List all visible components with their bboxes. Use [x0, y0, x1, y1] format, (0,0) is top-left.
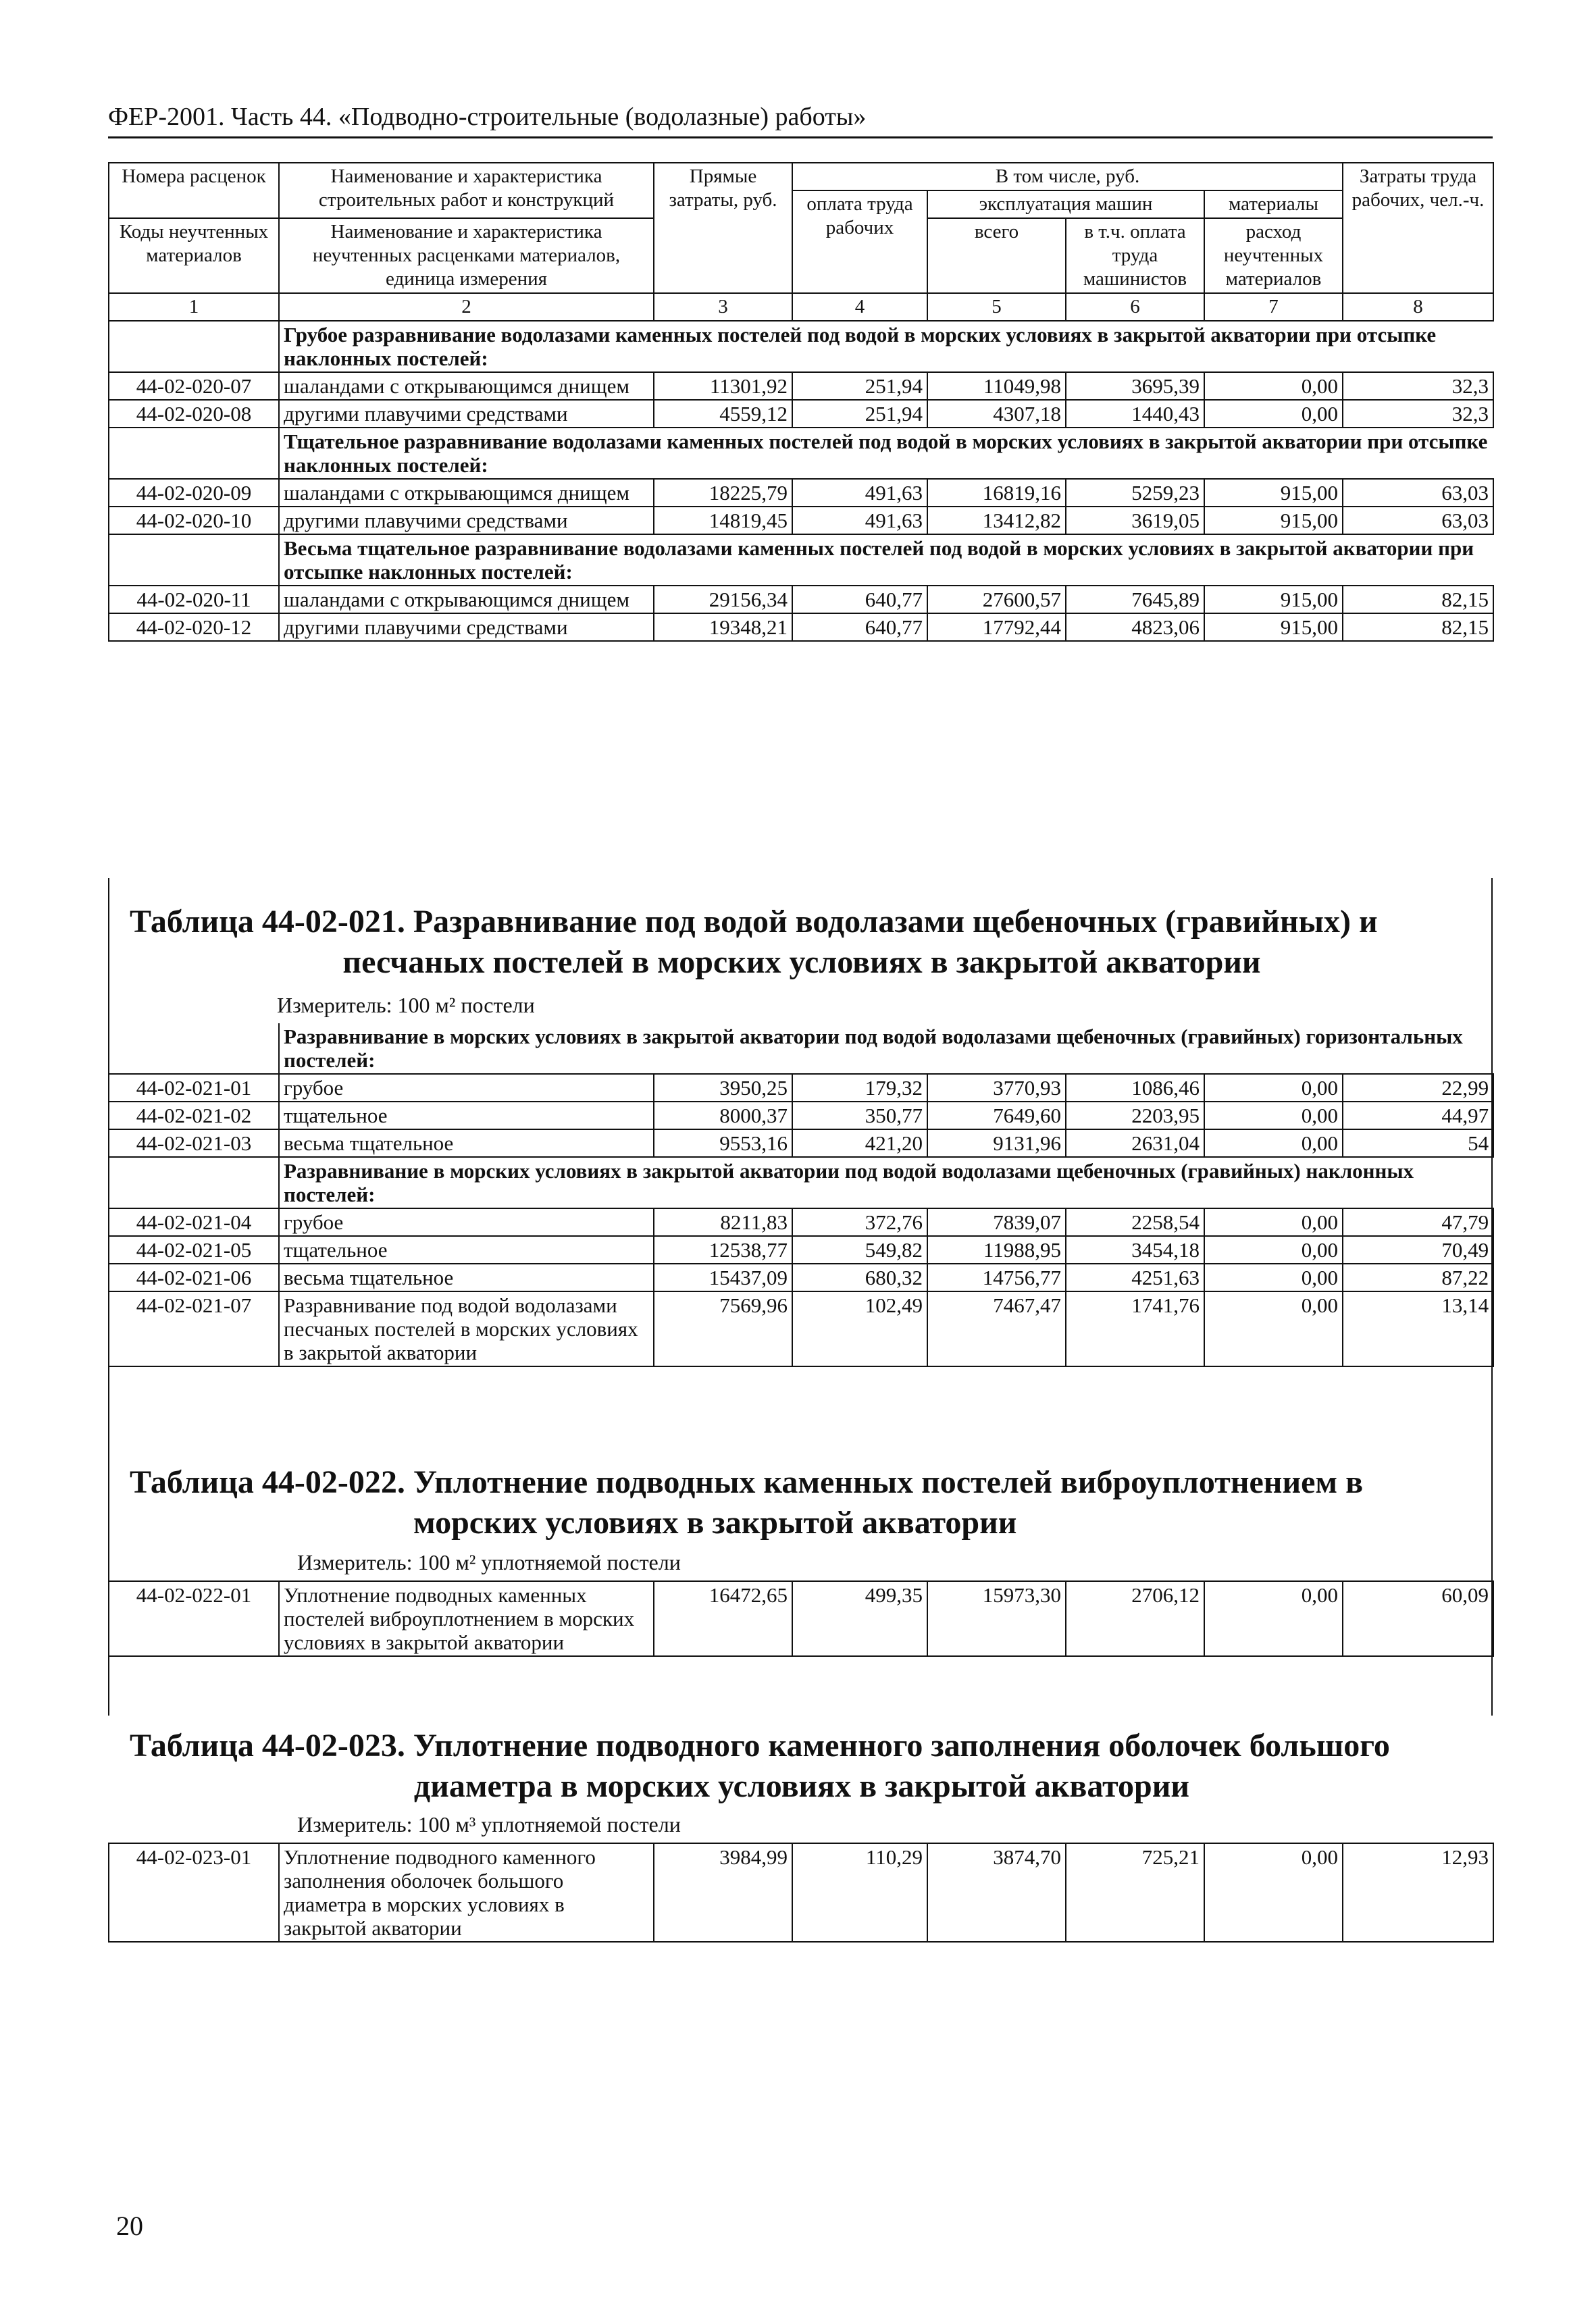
- labor-cost: 251,94: [792, 400, 927, 428]
- col-header-mach-total: всего: [927, 218, 1066, 293]
- col-number: 6: [1066, 293, 1204, 321]
- rate-name: другими плавучими средствами: [279, 400, 654, 428]
- machinist-cost: 725,21: [1066, 1843, 1204, 1942]
- machinist-cost: 1741,76: [1066, 1291, 1204, 1366]
- material-cost: 0,00: [1204, 1264, 1343, 1291]
- labor-cost: 680,32: [792, 1264, 927, 1291]
- rate-code: 44-02-021-05: [109, 1236, 279, 1264]
- rates-table-020: [108, 162, 1494, 642]
- material-cost: 0,00: [1204, 400, 1343, 428]
- labor-cost: 110,29: [792, 1843, 927, 1942]
- direct-cost: 15437,09: [654, 1264, 792, 1291]
- col-header-name-bottom: Наименование и характеристика неучтенных расценками материалов, единица измерения: [279, 218, 654, 293]
- table-row: [109, 586, 1493, 613]
- rate-name: грубое: [279, 1074, 654, 1102]
- machine-cost: 13412,82: [927, 507, 1066, 534]
- direct-cost: 18225,79: [654, 479, 792, 507]
- material-cost: 915,00: [1204, 479, 1343, 507]
- section-title: Грубое разравнивание водолазами каменных постелей под водой в морских условиях в закрытой акватории при отсыпке наклонных постелей:: [279, 321, 1493, 372]
- section-title: Разравнивание в морских условиях в закрытой акватории под водой водолазами щебеночных (гравийных) горизонтальных постелей:: [279, 1023, 1493, 1074]
- material-cost: 0,00: [1204, 1074, 1343, 1102]
- page-header: ФЕР-2001. Часть 44. «Подводно-строительные (водолазные) работы»: [108, 101, 1493, 138]
- machinist-cost: 4823,06: [1066, 613, 1204, 641]
- machine-cost: 7649,60: [927, 1102, 1066, 1129]
- labor-cost: 640,77: [792, 586, 927, 613]
- labor-hours: 60,09: [1343, 1581, 1493, 1656]
- machine-cost: 27600,57: [927, 586, 1066, 613]
- material-cost: 0,00: [1204, 372, 1343, 400]
- col-header-group: В том числе, руб.: [792, 163, 1343, 190]
- labor-cost: 421,20: [792, 1129, 927, 1157]
- machinist-cost: 3695,39: [1066, 372, 1204, 400]
- rate-code: 44-02-021-04: [109, 1208, 279, 1236]
- labor-cost: 251,94: [792, 372, 927, 400]
- rate-code: 44-02-021-03: [109, 1129, 279, 1157]
- material-cost: 915,00: [1204, 507, 1343, 534]
- machinist-cost: 2258,54: [1066, 1208, 1204, 1236]
- direct-cost: 11301,92: [654, 372, 792, 400]
- direct-cost: 16472,65: [654, 1581, 792, 1656]
- labor-hours: 44,97: [1343, 1102, 1493, 1129]
- labor-hours: 63,03: [1343, 479, 1493, 507]
- labor-hours: 47,79: [1343, 1208, 1493, 1236]
- table-23-caption: [130, 1726, 1474, 1807]
- col-header-materials: материалы: [1204, 190, 1343, 218]
- table-22-caption: [130, 1462, 1474, 1543]
- rate-code: 44-02-021-01: [109, 1074, 279, 1102]
- direct-cost: 8211,83: [654, 1208, 792, 1236]
- rate-name: Уплотнение подводного каменного заполнения оболочек большого диаметра в морских условиях в закрытой акватории: [279, 1843, 654, 1942]
- rate-code: 44-02-020-07: [109, 372, 279, 400]
- machine-cost: 11049,98: [927, 372, 1066, 400]
- labor-hours: 32,3: [1343, 372, 1493, 400]
- machine-cost: 17792,44: [927, 613, 1066, 641]
- rate-name: грубое: [279, 1208, 654, 1236]
- table-22-caption-line1: Таблица 44-02-022. Уплотнение подводных каменных постелей виброуплотнением в: [130, 1464, 1364, 1500]
- col-header-mat-use: расход неучтенных материалов: [1204, 218, 1343, 293]
- table-row: [109, 507, 1493, 534]
- direct-cost: 12538,77: [654, 1236, 792, 1264]
- machinist-cost: 2706,12: [1066, 1581, 1204, 1656]
- machinist-cost: 3619,05: [1066, 507, 1204, 534]
- labor-hours: 63,03: [1343, 507, 1493, 534]
- machinist-cost: 4251,63: [1066, 1264, 1204, 1291]
- table-row: [109, 1843, 1493, 1942]
- section-title: Разравнивание в морских условиях в закрытой акватории под водой водолазами щебеночных (гравийных) наклонных постелей:: [279, 1157, 1493, 1208]
- table-row: [109, 1264, 1493, 1291]
- labor-hours: 13,14: [1343, 1291, 1493, 1366]
- material-cost: 915,00: [1204, 613, 1343, 641]
- machine-cost: 9131,96: [927, 1129, 1066, 1157]
- col-number: 5: [927, 293, 1066, 321]
- table-21-caption-line1: Таблица 44-02-021. Разравнивание под водой водолазами щебеночных (гравийных) и: [130, 904, 1378, 940]
- material-cost: 0,00: [1204, 1581, 1343, 1656]
- rate-code: 44-02-023-01: [109, 1843, 279, 1942]
- section-title: Тщательное разравнивание водолазами каменных постелей под водой в морских условиях в закрытой акватории при отсыпке наклонных постелей:: [279, 428, 1493, 479]
- section-title: Весьма тщательное разравнивание водолазами каменных постелей под водой в морских условиях в закрытой акватории при отсыпке наклонных постелей:: [279, 534, 1493, 586]
- table-row: [109, 372, 1493, 400]
- rate-name: весьма тщательное: [279, 1264, 654, 1291]
- labor-cost: 491,63: [792, 507, 927, 534]
- table-21-caption: [130, 902, 1474, 983]
- labor-hours: 82,15: [1343, 613, 1493, 641]
- table-21-measure: Измеритель: 100 м² постели: [277, 993, 535, 1017]
- table-row: [109, 613, 1493, 641]
- material-cost: 0,00: [1204, 1208, 1343, 1236]
- rate-name: шаландами с открывающимся днищем: [279, 372, 654, 400]
- machine-cost: 14756,77: [927, 1264, 1066, 1291]
- labor-cost: 372,76: [792, 1208, 927, 1236]
- col-header-codes-top: Номера расценок: [109, 163, 279, 218]
- rate-code: 44-02-022-01: [109, 1581, 279, 1656]
- rate-name: другими плавучими средствами: [279, 613, 654, 641]
- labor-hours: 70,49: [1343, 1236, 1493, 1264]
- col-number: 1: [109, 293, 279, 321]
- rate-code: 44-02-021-02: [109, 1102, 279, 1129]
- machine-cost: 3770,93: [927, 1074, 1066, 1102]
- labor-cost: 350,77: [792, 1102, 927, 1129]
- right-frame-line: [1491, 878, 1493, 1716]
- machine-cost: 4307,18: [927, 400, 1066, 428]
- material-cost: 0,00: [1204, 1236, 1343, 1264]
- labor-hours: 22,99: [1343, 1074, 1493, 1102]
- rate-code: 44-02-020-11: [109, 586, 279, 613]
- rate-name: Разравнивание под водой водолазами песчаных постелей в морских условиях в закрытой акватории: [279, 1291, 654, 1366]
- page-number: 20: [116, 2211, 143, 2241]
- table-row: [109, 1291, 1493, 1366]
- table-row: [109, 1102, 1493, 1129]
- table-23-caption-line2: диаметра в морских условиях в закрытой акватории: [413, 1768, 1190, 1804]
- labor-cost: 491,63: [792, 479, 927, 507]
- rates-table-023: [108, 1843, 1494, 1943]
- labor-hours: 82,15: [1343, 586, 1493, 613]
- labor-cost: 179,32: [792, 1074, 927, 1102]
- col-header-mach-labor: в т.ч. оплата труда машинистов: [1066, 218, 1204, 293]
- table-row: [109, 1074, 1493, 1102]
- machinist-cost: 2203,95: [1066, 1102, 1204, 1129]
- direct-cost: 14819,45: [654, 507, 792, 534]
- table-22-measure: Измеритель: 100 м² уплотняемой постели: [297, 1550, 681, 1574]
- machine-cost: 7839,07: [927, 1208, 1066, 1236]
- table-23-caption-line1: Таблица 44-02-023. Уплотнение подводного каменного заполнения оболочек большого: [130, 1728, 1390, 1764]
- col-header-codes-bottom: Коды неучтенных материалов: [109, 218, 279, 293]
- rate-code: 44-02-020-10: [109, 507, 279, 534]
- left-frame-line: [108, 878, 109, 1716]
- direct-cost: 4559,12: [654, 400, 792, 428]
- machinist-cost: 1440,43: [1066, 400, 1204, 428]
- direct-cost: 3984,99: [654, 1843, 792, 1942]
- machine-cost: 16819,16: [927, 479, 1066, 507]
- labor-cost: 499,35: [792, 1581, 927, 1656]
- direct-cost: 8000,37: [654, 1102, 792, 1129]
- labor-hours: 87,22: [1343, 1264, 1493, 1291]
- material-cost: 915,00: [1204, 586, 1343, 613]
- col-header-labor: оплата труда рабочих: [792, 190, 927, 293]
- rate-name: тщательное: [279, 1102, 654, 1129]
- table-row: [109, 1129, 1493, 1157]
- rates-table-022: [108, 1580, 1494, 1657]
- table-22-caption-line2: морских условиях в закрытой акватории: [413, 1505, 1017, 1541]
- machinist-cost: 1086,46: [1066, 1074, 1204, 1102]
- labor-hours: 12,93: [1343, 1843, 1493, 1942]
- rate-code: 44-02-020-09: [109, 479, 279, 507]
- machine-cost: 3874,70: [927, 1843, 1066, 1942]
- rates-table-021: [108, 1023, 1494, 1367]
- rate-code: 44-02-021-06: [109, 1264, 279, 1291]
- labor-cost: 640,77: [792, 613, 927, 641]
- table-row: [109, 1208, 1493, 1236]
- direct-cost: 9553,16: [654, 1129, 792, 1157]
- material-cost: 0,00: [1204, 1102, 1343, 1129]
- col-number: 3: [654, 293, 792, 321]
- rate-code: 44-02-020-08: [109, 400, 279, 428]
- col-header-machines: эксплуатация машин: [927, 190, 1204, 218]
- direct-cost: 3950,25: [654, 1074, 792, 1102]
- table-21-caption-line2: песчаных постелей в морских условиях в закрытой акватории: [342, 944, 1261, 980]
- material-cost: 0,00: [1204, 1129, 1343, 1157]
- col-number: 7: [1204, 293, 1343, 321]
- col-number: 8: [1343, 293, 1493, 321]
- rate-name: весьма тщательное: [279, 1129, 654, 1157]
- machinist-cost: 3454,18: [1066, 1236, 1204, 1264]
- material-cost: 0,00: [1204, 1291, 1343, 1366]
- table-row: [109, 1581, 1493, 1656]
- material-cost: 0,00: [1204, 1843, 1343, 1942]
- machine-cost: 7467,47: [927, 1291, 1066, 1366]
- col-header-hours: Затраты труда рабочих, чел.-ч.: [1343, 163, 1493, 293]
- table-row: [109, 400, 1493, 428]
- table-23-measure: Измеритель: 100 м³ уплотняемой постели: [297, 1812, 681, 1836]
- direct-cost: 29156,34: [654, 586, 792, 613]
- machinist-cost: 5259,23: [1066, 479, 1204, 507]
- labor-cost: 549,82: [792, 1236, 927, 1264]
- rate-name: шаландами с открывающимся днищем: [279, 479, 654, 507]
- table-row: [109, 1236, 1493, 1264]
- rate-code: 44-02-021-07: [109, 1291, 279, 1366]
- direct-cost: 7569,96: [654, 1291, 792, 1366]
- labor-hours: 54: [1343, 1129, 1493, 1157]
- machinist-cost: 7645,89: [1066, 586, 1204, 613]
- labor-cost: 102,49: [792, 1291, 927, 1366]
- rate-name: другими плавучими средствами: [279, 507, 654, 534]
- labor-hours: 32,3: [1343, 400, 1493, 428]
- col-number-row: [109, 293, 1493, 321]
- machine-cost: 15973,30: [927, 1581, 1066, 1656]
- machine-cost: 11988,95: [927, 1236, 1066, 1264]
- rate-code: 44-02-020-12: [109, 613, 279, 641]
- col-number: 2: [279, 293, 654, 321]
- col-header-name-top: Наименование и характеристика строительных работ и конструкций: [279, 163, 654, 218]
- col-header-direct: Прямые затраты, руб.: [654, 163, 792, 293]
- col-number: 4: [792, 293, 927, 321]
- direct-cost: 19348,21: [654, 613, 792, 641]
- rate-name: тщательное: [279, 1236, 654, 1264]
- machinist-cost: 2631,04: [1066, 1129, 1204, 1157]
- rate-name: Уплотнение подводных каменных постелей виброуплотнением в морских условиях в закрытой акватории: [279, 1581, 654, 1656]
- table-row: [109, 479, 1493, 507]
- rate-name: шаландами с открывающимся днищем: [279, 586, 654, 613]
